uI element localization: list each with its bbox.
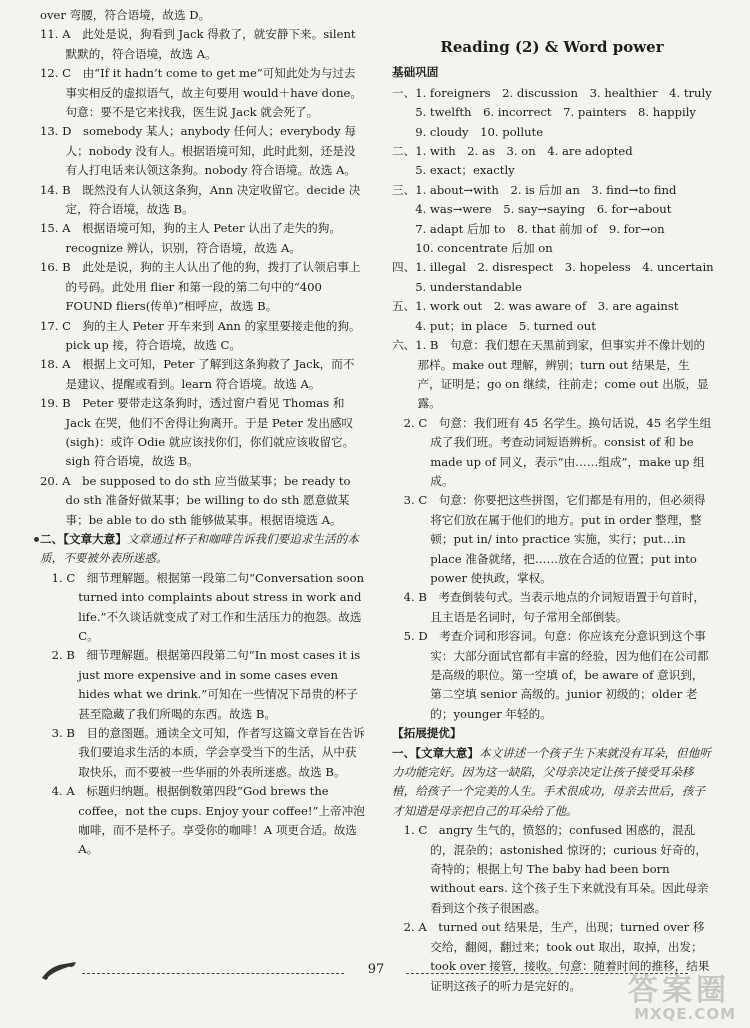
answer-16: 16. B 此处是说，狗的主人认出了他的狗，拨打了认领启事上的号码。此处用 flier 和第一段的第二句中的“400 FOUND fliers(传单)”相呼应，故选 B。 (40, 260, 361, 314)
answer-row: 5. understandable (392, 279, 523, 294)
answer-row: 五、1. work out 2. was aware of 3. are against (392, 299, 679, 314)
subheading-basics: 基础巩固 (392, 65, 439, 80)
section-2-summary (40, 530, 366, 569)
answer-row: 四、1. illegal 2. disrespect 3. hopeless 4. uncertain (392, 260, 714, 275)
answer-14: 14. B 既然没有人认领这条狗，Ann 决定收留它。decide 决定，符合语境，故选 B。 (40, 182, 361, 217)
section-title: Reading (2) & Word power (440, 38, 664, 56)
ext-answer-2: 2. A turned out 结果是，生产，出现；turned over 移交给，翻阅，翻过来；took out 取出，取掉，出发；took over 接管，接收。句意：随着时间的推移，结果证明这孩子的听力是完好的。 (403, 920, 710, 993)
ext-answer-1: 1. C angry 生气的，愤怒的；confused 困惑的，混乱的，混杂的；astonished 惊讶的；curious 好奇的，奇特的；根据上句 The baby had been born without ears. 这个孩子生下来就没有耳朵。因此母亲看到这个孩子很困惑。 (403, 823, 709, 915)
sec2-answer-2: 2. B 细节理解题。根据第四段第二句“In most cases it is just more expensive and in some cases even hides what we drink.”可知在一些情况下昂贵的杯子甚至隐藏了我们所喝的东西。故选 B。 (51, 648, 361, 721)
answer-row: 4. put；in place 5. turned out (392, 318, 596, 333)
left-column (40, 6, 366, 860)
answer-row: 5. exact；exactly (392, 163, 515, 178)
answer-18: 18. A 根据上文可知，Peter 了解到这条狗救了 Jack，而不是建议、提醒或看到。learn 符合语境。故选 A。 (40, 357, 355, 391)
watermark-logo: 答案圈 (628, 972, 730, 1008)
answer-row: 4. was→were 5. say→saying 6. for→about (392, 202, 672, 217)
sec6-answer-1: 六、1. B 句意：我们想在天黑前到家，但事实并不像计划的那样。make out 理解，辨别；turn out 结果是，生产，证明是；go on 继续，往前走；come out 出版，显露。 (392, 338, 709, 411)
ext-section-label: 一、【文章大意】 (392, 745, 479, 760)
page-footer (40, 958, 712, 988)
answer-row: 7. adapt 后加 to 8. that 前加 of 9. for→on (392, 221, 665, 236)
ext-summary-text: 本文讲述一个孩子生下来就没有耳朵，但他听力功能完好。因为这一缺陷，父母亲决定让孩子接受耳朵移植，给孩子一个完美的人生。手术很成功，母亲去世后，孩子才知道是母亲把自己的耳朵给了他。 (392, 745, 711, 818)
answer-13: 13. D somebody 某人；anybody 任何人；everybody 每人；nobody 没有人。根据语境可知，此时此刻，还是没有人打电话来认领这条狗。nobody 符合语境。故选 A。 (40, 124, 357, 178)
sec6-answer-4: 4. B 考查倒装句式。当表示地点的介词短语置于句首时，且主语是名词时，句子常用全部倒装。 (403, 590, 706, 624)
section-2-label: 二、【文章大意】 (40, 531, 127, 546)
answer-20: 20. A be supposed to do sth 应当做某事；be ready to do sth 准备好做某事；be willing to do sth 愿意做某事；be able to do sth 能够做某事。根据语境选 A。 (40, 473, 351, 527)
sec2-answer-4: 4. A 标题归纳题。根据倒数第四段“God brews the coffee，not the cups. Enjoy your coffee!”上帝冲泡咖啡，而不是杯子。享受你的咖啡！A 项更合适。故选 A。 (51, 784, 365, 857)
bullet-dot (34, 537, 39, 542)
answer-11: 11. A 此处是说，狗看到 Jack 得救了，就安静下来。silent 默默的，符合语境，故选 A。 (40, 27, 356, 61)
extension-label: 【拓展提优】 (392, 726, 462, 741)
answer-19: 19. B Peter 要带走这条狗时，透过窗户看见 Thomas 和 Jack 在哭，他们不舍得让狗离开。于是 Peter 发出感叹(sigh)：或许 Odie 就应该找你们，你们就应该收留它。sigh 符合语境，故选 B。 (40, 396, 355, 469)
answer-10-tail: over 弯腰，符合语境，故选 D。 (40, 8, 211, 22)
answer-row: 一、1. foreigners 2. discussion 3. healthier 4. truly (392, 85, 712, 100)
answer-12: 12. C 由“If it hadn’t come to get me”可知此处为与过去事实相反的虚拟语气，故主句要用 would＋have done。句意：要不是它来找我，医生说 Jack 就会死了。 (40, 66, 363, 120)
pen-icon (40, 958, 80, 988)
sec6-answer-3: 3. C 句意：你要把这些拼图，它们都是有用的，但必须得将它们放在属于他们的地方。put in order 整理，整顿；put in/ into practice 实施，实行；put…in place 准备就绪，把……放在合适的位置；put into power 使执政，掌权。 (403, 493, 706, 585)
sec2-answer-1: 1. C 细节理解题。根据第一段第二句“Conversation soon turned into complaints about stress in work and life.”不久谈话就变成了对工作和生活压力的抱怨。故选 C。 (51, 570, 365, 643)
sec2-answer-3: 3. B 目的意图题。通读全文可知，作者写这篇文章旨在告诉我们要追求生活的本质，学会享受当下的生活，从中获取快乐，而不要被一些华丽的外表所迷惑。故选 B。 (51, 726, 365, 779)
answer-row: 9. cloudy 10. pollute (392, 124, 544, 139)
right-column (392, 6, 712, 996)
answer-17: 17. C 狗的主人 Peter 开车来到 Ann 的家里要接走他的狗。pick up 接，符合语境，故选 C。 (40, 318, 361, 352)
answer-row: 5. twelfth 6. incorrect 7. painters 8. happily (392, 105, 696, 120)
page-number: 97 (346, 960, 406, 979)
section-2-summary-text: 文章通过杯子和咖啡告诉我们要追求生活的本质，不要被外表所迷惑。 (40, 531, 359, 566)
answer-row: 10. concentrate 后加 on (392, 241, 553, 256)
answer-row: 三、1. about→with 2. is 后加 an 3. find→to find (392, 182, 677, 197)
answer-row: 二、1. with 2. as 3. on 4. are adopted (392, 144, 633, 159)
sec6-answer-2: 2. C 句意：我们班有 45 名学生。换句话说，45 名学生组成了我们班。考查动词短语辨析。consist of 和 be made up of 同义，表示“由……组成”，make up 组成。 (403, 415, 712, 488)
watermark-url: MXQE.COM (634, 1004, 736, 1023)
answer-15: 15. A 根据语境可知，狗的主人 Peter 认出了走失的狗。recognize 辨认，识别，符合语境，故选 A。 (40, 221, 341, 255)
sec6-answer-5: 5. D 考查介词和形容词。句意：你应该充分意识到这个事实：大部分面试官都有丰富的经验，因为他们在公司都是高级的职位。第一空填 of，be aware of 意识到，第二空填 senior 高级的。junior 初级的；older 老的；younger 年轻的。 (403, 629, 709, 721)
